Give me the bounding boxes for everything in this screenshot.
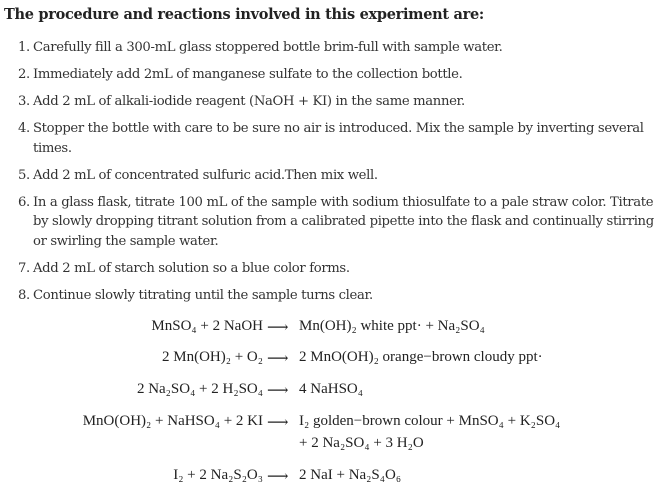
equation-rhs: 2 NaI + Na₂S₄O₆ bbox=[299, 467, 402, 483]
step-text: Immediately add 2mL of manganese sulfate to the collection bottle. bbox=[33, 67, 463, 82]
equation-lhs: I₂ + 2 Na₂S₂O₃ bbox=[173, 467, 263, 483]
reaction-arrow-icon: ⟶ bbox=[267, 351, 289, 367]
procedure-list bbox=[0, 38, 661, 313]
equation-rhs: I₂ golden−brown colour + MnSO₄ + K₂SO₄ bbox=[299, 413, 561, 429]
step-text: In a glass flask, titrate 100 mL of the sample with sodium thiosulfate to a pale straw color. Titrate by slowly dropping titrant solution from a calibrated pipette into the flask and continually stirring or swirling the sample water. bbox=[33, 194, 654, 249]
procedure-step bbox=[0, 259, 661, 279]
equation-lhs: 2 Na₂SO₄ + 2 H₂SO₄ bbox=[136, 381, 263, 397]
equation-lhs: 2 Mn(OH)₂ + O₂ bbox=[162, 349, 263, 365]
equation-rhs: 2 MnO(OH)₂ orange−brown cloudy ppt· bbox=[299, 349, 543, 365]
section-heading: The procedure and reactions involved in this experiment are: bbox=[4, 6, 484, 23]
step-text: Add 2 mL of alkali-iodide reagent (NaOH + KI) in the same manner. bbox=[33, 94, 465, 109]
reaction-arrow-icon: ⟶ bbox=[267, 415, 289, 431]
step-number: 6. bbox=[18, 194, 30, 210]
procedure-step bbox=[0, 119, 661, 158]
equation-lhs: MnO(OH)₂ + NaHSO₄ + 2 KI bbox=[82, 413, 263, 429]
step-text: Stopper the bottle with care to be sure no air is introduced. Mix the sample by inverting several times. bbox=[33, 121, 644, 156]
procedure-step bbox=[0, 286, 661, 306]
step-number: 2. bbox=[18, 67, 30, 82]
step-number: 4. bbox=[18, 121, 30, 136]
step-text: Add 2 mL of concentrated sulfuric acid.Then mix well. bbox=[33, 167, 378, 183]
procedure-step bbox=[0, 92, 661, 112]
step-text: Carefully fill a 300-mL glass stoppered bottle brim-full with sample water. bbox=[33, 40, 503, 55]
equation-lhs: MnSO₄ + 2 NaOH bbox=[151, 318, 263, 334]
equation-rhs: 4 NaHSO₄ bbox=[299, 381, 363, 397]
reaction-arrow-icon: ⟶ bbox=[267, 469, 289, 485]
step-text: Continue slowly titrating until the sample turns clear. bbox=[33, 287, 373, 303]
step-number: 5. bbox=[18, 167, 30, 183]
step-number: 8. bbox=[18, 287, 30, 303]
reaction-arrow-icon: ⟶ bbox=[267, 320, 289, 336]
step-number: 3. bbox=[18, 94, 30, 109]
step-number: 1. bbox=[18, 40, 30, 55]
step-text: Add 2 mL of starch solution so a blue color forms. bbox=[33, 260, 350, 276]
procedure-step bbox=[0, 38, 661, 58]
equation-rhs: Mn(OH)₂ white ppt· + Na₂SO₄ bbox=[299, 318, 485, 334]
procedure-step bbox=[0, 193, 661, 252]
equation-rhs-continuation: + 2 Na₂SO₄ + 3 H₂O bbox=[299, 435, 424, 451]
procedure-step bbox=[0, 166, 661, 186]
step-number: 7. bbox=[18, 260, 30, 276]
reaction-arrow-icon: ⟶ bbox=[267, 383, 289, 399]
procedure-step bbox=[0, 65, 661, 85]
